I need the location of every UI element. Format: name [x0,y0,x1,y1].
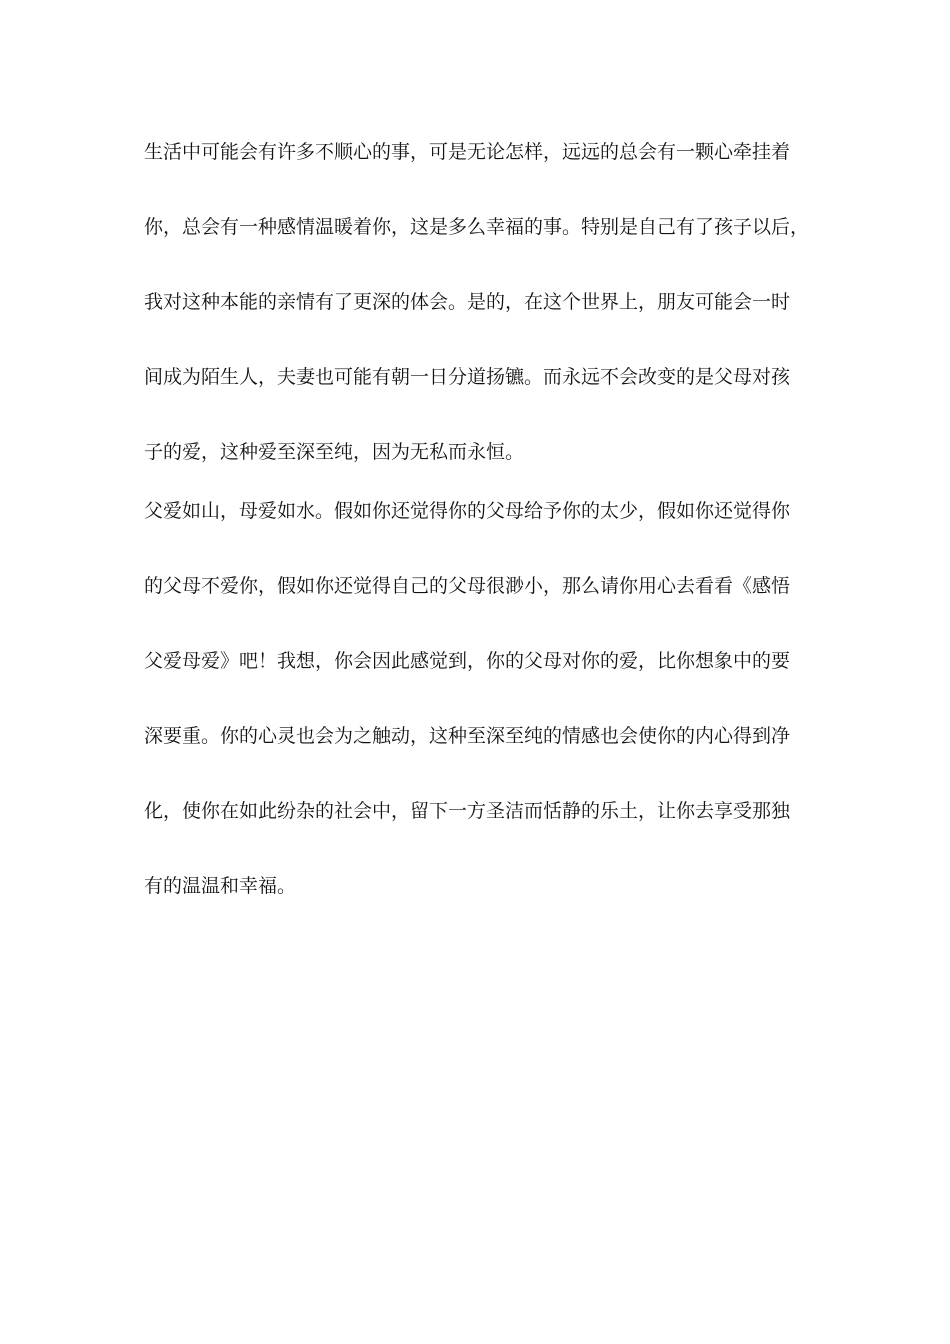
paragraph-line: 你，总会有一种感情温暖着你，这是多么幸福的事。特别是自己有了孩子以后， [144,216,810,238]
paragraph-line: 父爱母爱》吧！我想，你会因此感觉到，你的父母对你的爱，比你想象中的要 [144,650,791,672]
paragraph-line: 深要重。你的心灵也会为之触动，这种至深至纯的情感也会使你的内心得到净 [144,725,791,747]
paragraph-line: 父爱如山，母爱如水。假如你还觉得你的父母给予你的太少，假如你还觉得你 [144,500,791,522]
paragraph-2 [144,500,814,950]
paragraph-line: 有的温温和幸福。 [144,875,297,897]
paragraph-line: 的父母不爱你，假如你还觉得自己的父母很渺小，那么请你用心去看看《感悟 [144,575,791,597]
paragraph-line: 我对这种本能的亲情有了更深的体会。是的，在这个世界上，朋友可能会一时 [144,291,791,313]
paragraph-line: 化，使你在如此纷杂的社会中，留下一方圣洁而恬静的乐土，让你去享受那独 [144,800,791,822]
paragraph-line: 生活中可能会有许多不顺心的事，可是无论怎样，远远的总会有一颗心牵挂着 [144,141,791,163]
paragraph-line: 间成为陌生人，夫妻也可能有朝一日分道扬镳。而永远不会改变的是父母对孩 [144,366,791,388]
paragraph-1 [144,141,814,516]
paragraph-line: 子的爱，这种爱至深至纯，因为无私而永恒。 [144,441,525,463]
